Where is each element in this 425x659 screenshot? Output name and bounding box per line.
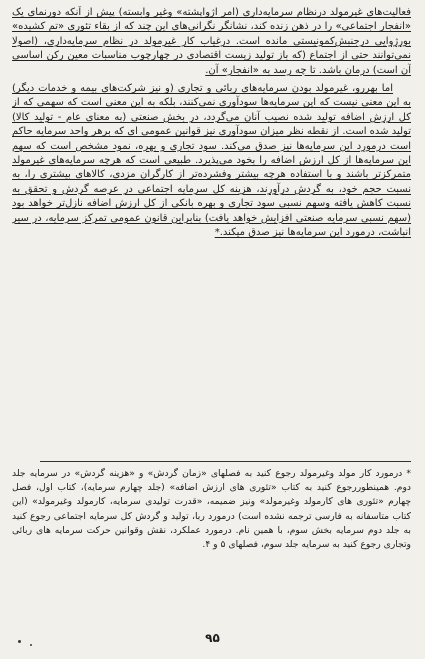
footnotes (12, 467, 411, 625)
paragraph-1: فعالیت‌های غیرمولد درنظام سرمایه‌داری (امر اژواپشته» وغیر وابسته) پیش از آنکه دورنمای یک «انفجار اجتماعی» را در ذهن زنده کند، نشانگر نگرانی‌های این چند که از بقاء تئوری «تم کشیده» بورژوایی درجنبش‌کمونیستی مانده‌ است. درغیاب کار غیرمولد در نظام سرمایه‌داری، (اصولا نمی‌توانند حتی از اجتماع (که باز تولید زیست اقتصادی در چهارچوب مناسبات معین رکن اساسی آن است) درمان باشد. تا چه رسد به «انفجار» آن. (12, 7, 411, 76)
footnote-1: * درمورد کار مولد وغیرمولد رجوع کنید به فصلهای «زمان گردش» و «هزینه گردش» در سرمایه جلد دوم. همینطوررجوع کنید به کتاب «تئوری های ارزش اضافه» (جلد چهارم سرمایه)، کتاب اول، فصل چهارم «تئوری های کارمولد وغیرمولد» ونیز ضمیمه، «قدرت تولیدی سرمایه، کارمولد وغیرمولد» (این کتاب متاسفانه به فارسی ترجمه نشده است) درمورد ربا، تولید و گردش کل سرمایه اجتماعی رجوع کنید به جلد دوم سرمایه بخش سوم، با همین نام. درمورد عملکرد، نقش وقوانین حرکت سرمایه های ربائی وتجاری رجوع کنید به سرمایه جلد سوم، فصلهای ۵ و ۴. (12, 468, 411, 551)
footnote-divider (40, 461, 411, 462)
body-text (12, 6, 411, 461)
paragraph-2: اما بهررو، غیرمولد بودن سرمایه‌های ربائی و تجاری (و نیز شرکت‌های بیمه و خدمات دیگر) به این معنی نیست که این سرمایه‌ها سودآوری نمی‌کنند، بلکه به این معنی است که سهمی که از کل ارزش اضافه تولید شده نصیب آنان می‌گردد، در بخش صنعتی (به معنای عام - تولید کالا) تولید شده است. از نقطه نظر میزان سودآوری نیز قوانین عمومی ای که برهر واحد سرمایه حاکم است درمورد این سرمایه‌ها نیز صدق می‌کند. سود تجاری و بهره، نمود مشخص است که سهم این سرمایه‌ها از کل ارزش اضافه را بخود می‌پذیرد. طبیعی است که هرچه سرمایه‌های غیرمولد متمرکزتر باشند و با استفاده هرچه بیشتر وفشرده‌تر از کارگران مزدی، کالاهای بیشتری را، به نسبت حجم خود، به گردش درآورند، هزینه کل سرمایه اجتماعی در عرصه گردش و تحقق به نسبت کاهش یافته وسهم نسبی سود تجاری و بهره بانکی از کل ارزش اضافه نازل‌تر خواهد بود (سهم نسبی سرمایه صنعتی افزایش خواهد یافت) بنابراین قانون عمومی تمرکز سرمایه، در سیر انباشت، درمورد این سرمایه‌ها نیز صدق میکند.* (12, 83, 411, 239)
ink-speck (30, 644, 32, 646)
page-number: ۹۵ (205, 631, 220, 645)
ink-speck (18, 640, 21, 643)
